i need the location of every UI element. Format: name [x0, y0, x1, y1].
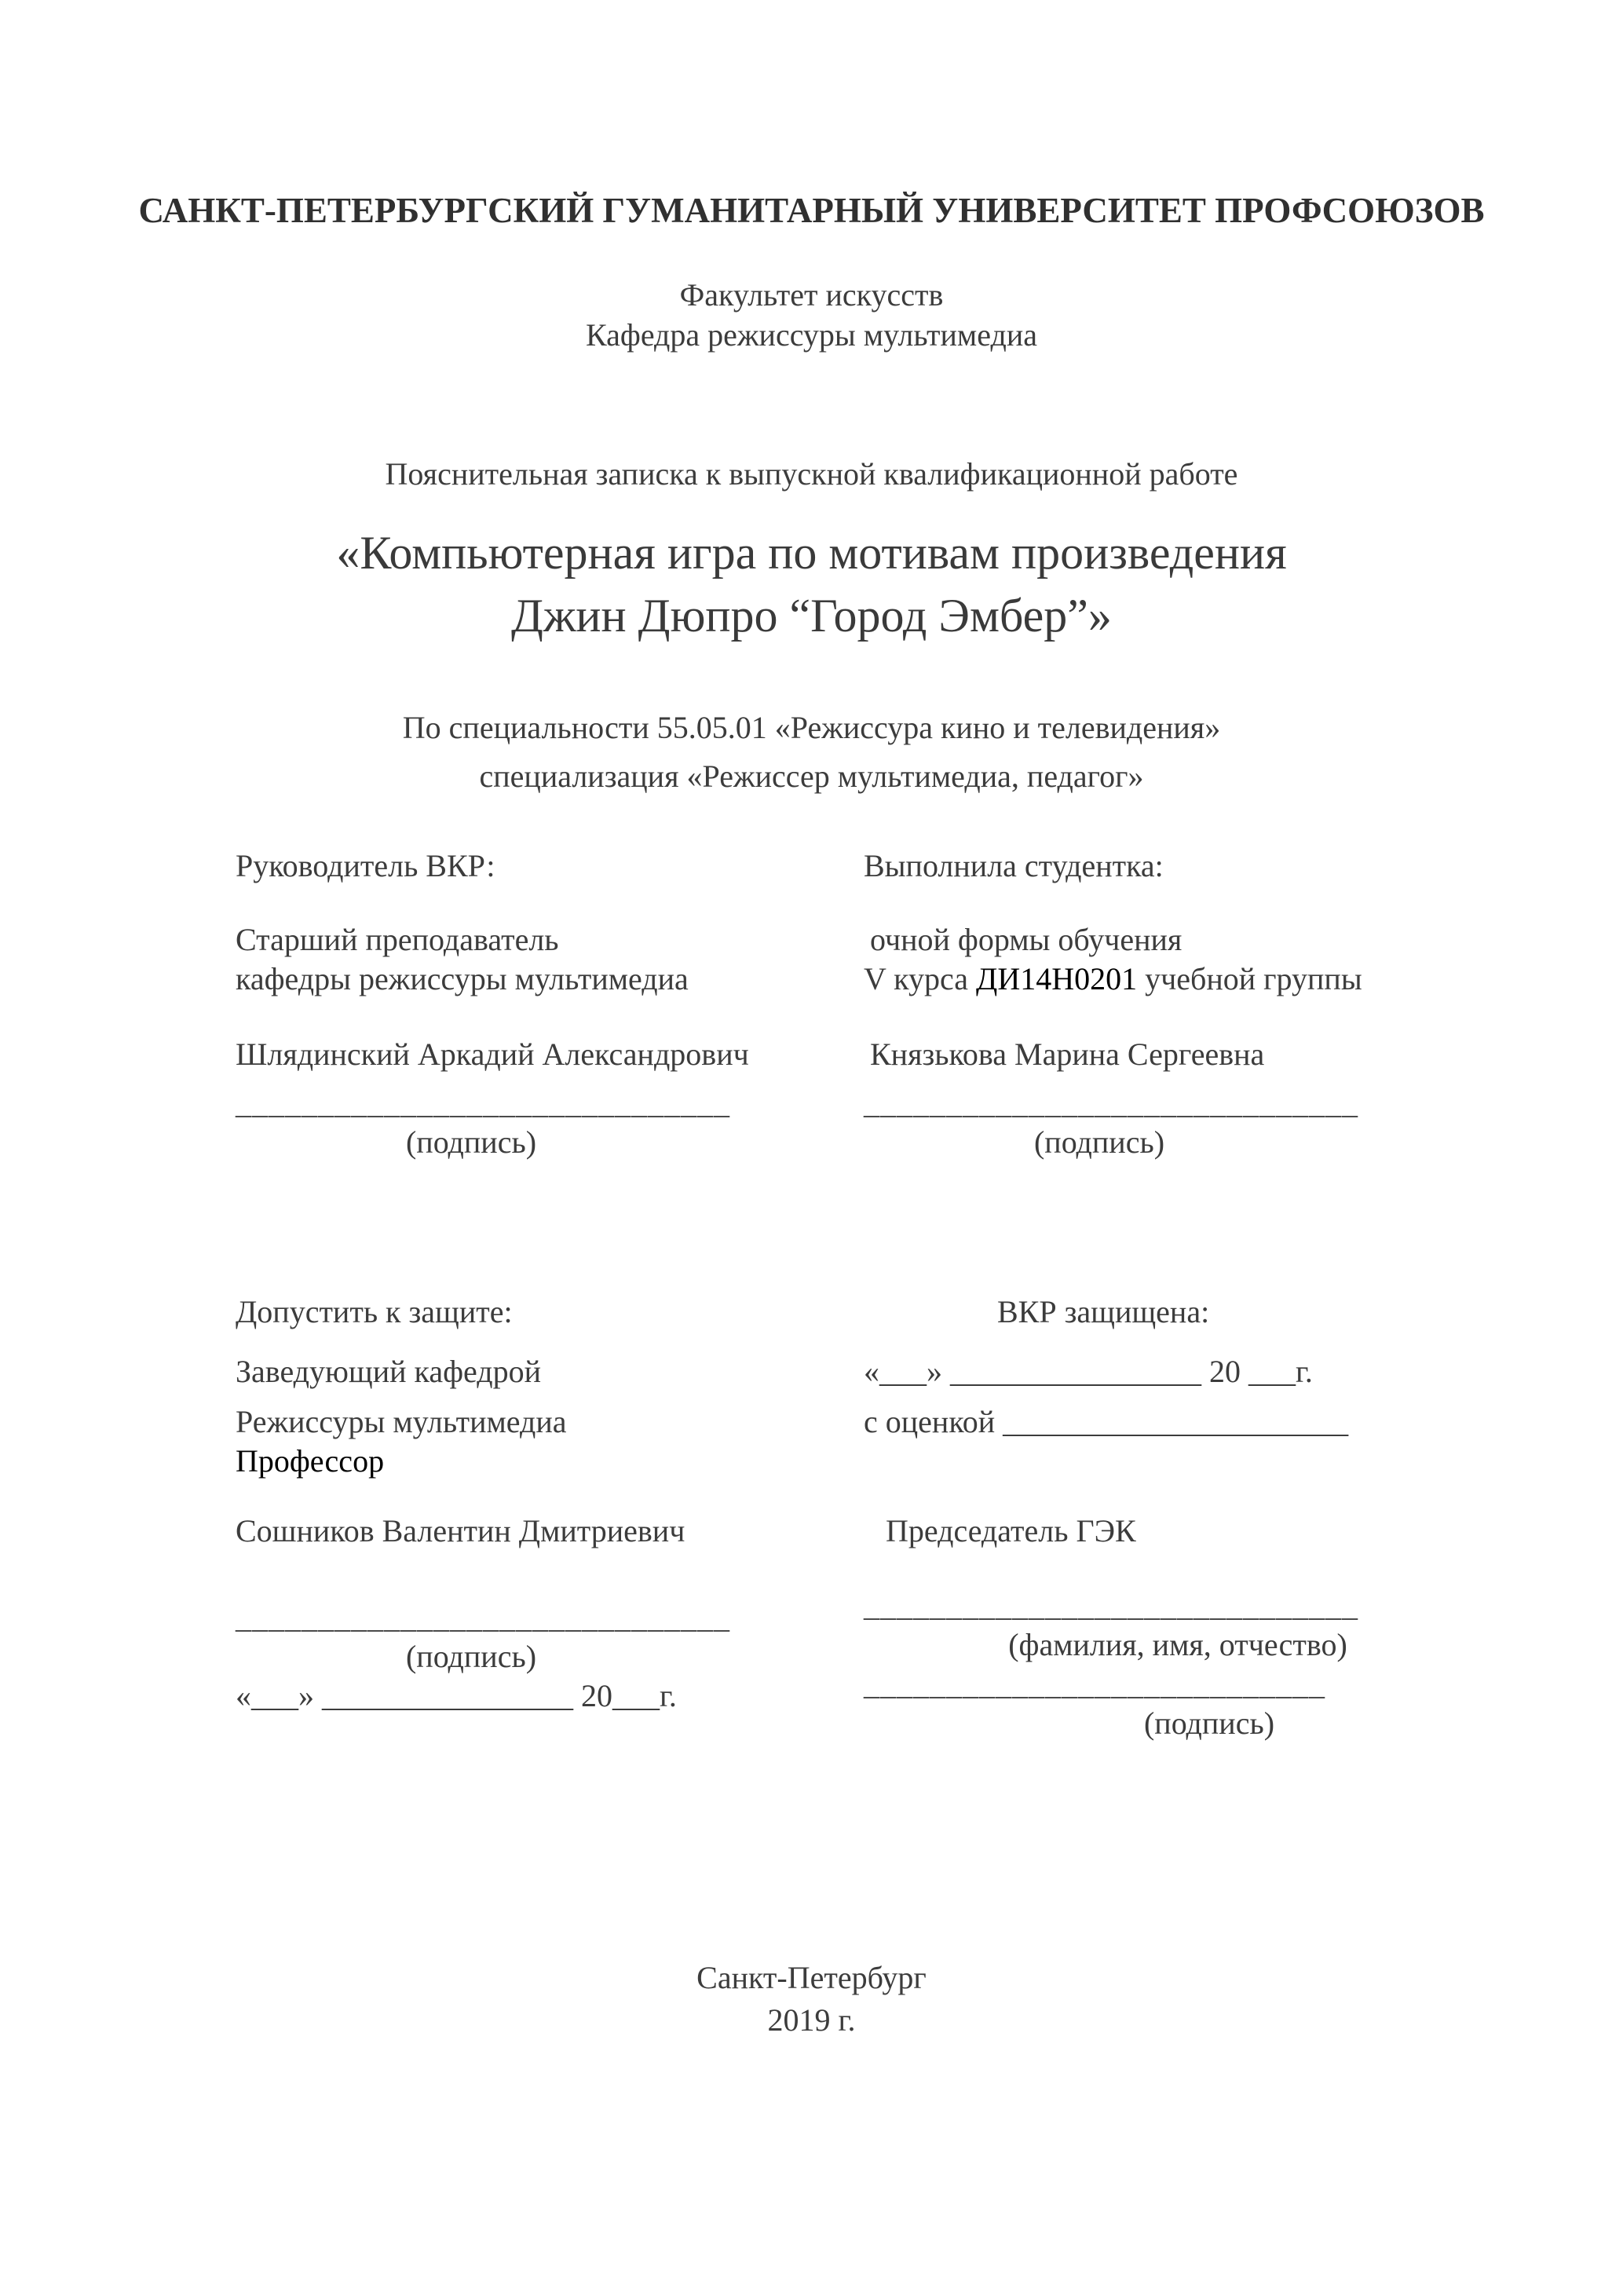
- footer-city: Санкт-Петербург: [696, 1960, 927, 1995]
- student-signature-caption: (подпись): [1033, 1124, 1165, 1160]
- student-course: V курса: [864, 961, 977, 996]
- admission-signature-caption: (подпись): [405, 1639, 537, 1674]
- admission-name: Сошников Валентин Дмитриевич: [236, 1513, 685, 1548]
- admission-position-line1: Заведующий кафедрой: [236, 1354, 542, 1389]
- student-signature-line: ______________________________: [864, 1085, 1358, 1121]
- supervisor-name: Шлядинский Аркадий Александрович: [236, 1036, 749, 1072]
- student-detail-line2: [864, 960, 1387, 999]
- supervisor-signature-line: ______________________________: [236, 1085, 730, 1121]
- speciality-line1: По специальности 55.05.01 «Режиссура кино и телевидения»: [402, 710, 1221, 745]
- department-name: Кафедра режиссуры мультимедиа: [586, 317, 1037, 353]
- supervisor-role-label: Руководитель ВКР:: [236, 848, 495, 883]
- admission-defense-section: [236, 1292, 1387, 1743]
- admission-heading: Допустить к защите:: [236, 1294, 513, 1329]
- defense-heading: ВКР защищена:: [997, 1294, 1210, 1329]
- defense-grade-line: с оценкой ______________________: [864, 1404, 1349, 1439]
- admission-column: [236, 1292, 785, 1743]
- defense-name-caption: (фамилия, имя, отчество): [1008, 1627, 1347, 1662]
- student-role-label: Выполнила студентка:: [864, 848, 1164, 883]
- supervisor-position-line1: Старший преподаватель: [236, 922, 559, 957]
- faculty-name: Факультет искусств: [679, 277, 944, 313]
- student-group-suffix: учебной группы: [1137, 961, 1362, 996]
- speciality-block: [0, 704, 1623, 801]
- supervisor-position-line2: кафедры режиссуры мультимедиа: [236, 961, 689, 996]
- thesis-title-line2: Джин Дюпро “Город Эмбер”»: [511, 590, 1112, 642]
- supervisor-column: [236, 846, 785, 1162]
- admission-position-line3: Профессор: [236, 1443, 385, 1479]
- supervisor-signature-caption: (подпись): [405, 1124, 537, 1160]
- defense-signature-caption: (подпись): [1143, 1706, 1275, 1741]
- defense-column: [864, 1292, 1387, 1743]
- thesis-title-line1: «Компьютерная игра по мотивам произведения: [336, 527, 1287, 579]
- thesis-title: [0, 521, 1623, 647]
- student-column: [864, 846, 1387, 1162]
- admission-position-line2: Режиссуры мультимедиа: [236, 1404, 567, 1439]
- supervisor-student-section: [236, 846, 1387, 1162]
- student-detail-line1: очной формы обучения: [870, 922, 1183, 957]
- admission-signature-line: ______________________________: [236, 1600, 730, 1635]
- student-name: Князькова Марина Сергеевна: [870, 1036, 1265, 1072]
- university-name: САНКТ-ПЕТЕРБУРГСКИЙ ГУМАНИТАРНЫЙ УНИВЕРСИТЕТ ПРОФСОЮЗОВ: [138, 191, 1485, 230]
- thesis-note: Пояснительная записка к выпускной квалификационной работе: [385, 456, 1238, 492]
- admission-date-line: «___» ________________ 20___г.: [236, 1678, 677, 1713]
- defense-signature-line: ____________________________: [864, 1666, 1325, 1702]
- footer-year: 2019 г.: [767, 2002, 856, 2038]
- speciality-line2: специализация «Режиссер мультимедиа, педагог»: [479, 759, 1144, 794]
- defense-date-line: «___» ________________ 20 ___г.: [864, 1354, 1313, 1389]
- defense-name-line: ______________________________: [864, 1588, 1358, 1623]
- student-group-code: ДИ14Н0201: [976, 961, 1138, 996]
- defense-chairman-label: Председатель ГЭК: [886, 1513, 1136, 1548]
- footer: [0, 1957, 1623, 2042]
